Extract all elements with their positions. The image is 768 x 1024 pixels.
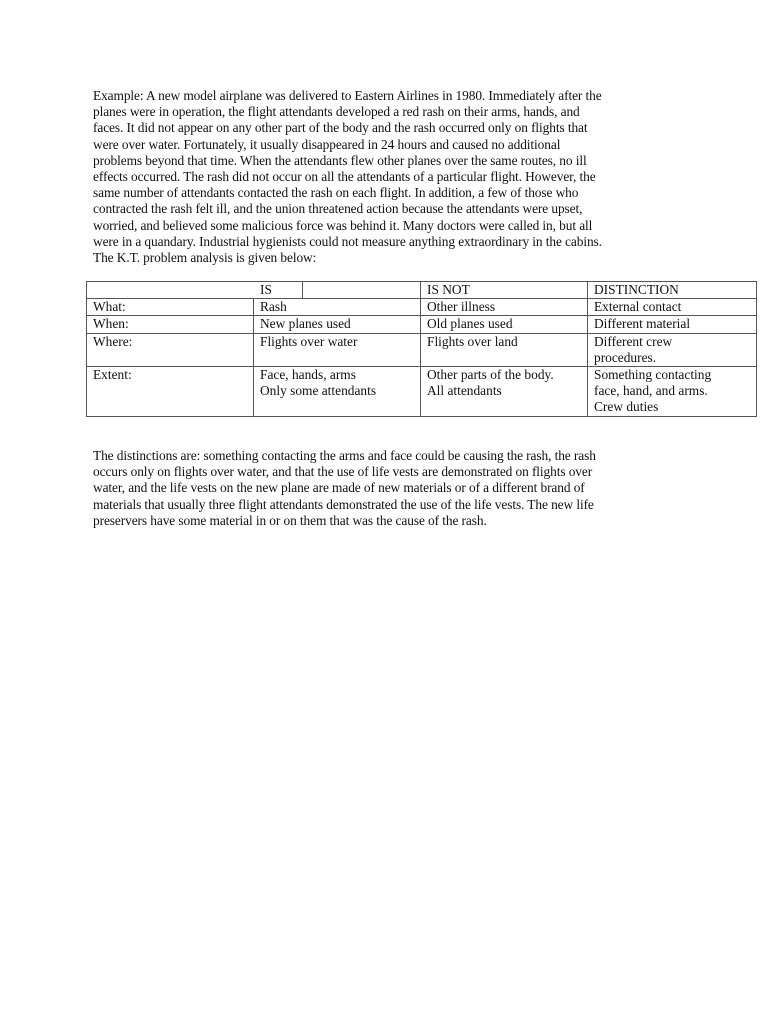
header-is-not-cell — [421, 282, 588, 299]
table-row — [87, 333, 757, 366]
table-row — [87, 316, 757, 333]
row-label: What: — [87, 299, 254, 316]
conclusion-line: occurs only on flights over water, and that the use of life vests are demonstrated on flights over — [93, 464, 593, 480]
conclusion-line: materials that usually three flight attendants demonstrated the use of the life vests. The new life — [93, 496, 594, 512]
is-cell: Rash — [254, 299, 421, 316]
row-label: When: — [87, 316, 254, 333]
intro-paragraph — [93, 88, 602, 266]
conclusion-line: The distinctions are: something contacting the arms and face could be causing the rash, the rash — [93, 448, 596, 463]
header-is: IS — [260, 282, 272, 297]
intro-line: planes were in operation, the flight attendants developed a red rash on their arms, hands, and — [93, 104, 580, 120]
table-header-row — [87, 282, 757, 299]
intro-line: effects occurred. The rash did not occur on all the attendants of a particular flight. However, the — [93, 169, 596, 185]
intro-line: Example: A new model airplane was delivered to Eastern Airlines in 1980. Immediately after the — [93, 88, 602, 103]
row-label: Extent: — [87, 367, 254, 417]
intro-line: were in a quandary. Industrial hygienists could not measure anything extraordinary in the cabins. — [93, 233, 602, 249]
table-row — [87, 367, 757, 417]
intro-line: faces. It did not appear on any other part of the body and the rash occurred only on flights that — [93, 120, 588, 136]
is-not-cell: Old planes used — [421, 316, 588, 333]
is-not-cell: Other parts of the body. All attendants — [421, 367, 588, 417]
intro-line: contracted the rash felt ill, and the union threatened action because the attendants were upset, — [93, 201, 583, 217]
is-cell: Face, hands, arms Only some attendants — [254, 367, 421, 417]
conclusion-line: preservers have some material in or on them that was the cause of the rash. — [93, 512, 487, 528]
header-is-cell — [87, 282, 421, 299]
distinction-cell: Something contacting face, hand, and arms. Crew duties — [588, 367, 757, 417]
intro-line: The K.T. problem analysis is given below: — [93, 250, 317, 266]
is-cell: New planes used — [254, 316, 421, 333]
conclusion-line: water, and the life vests on the new plane are made of new materials or of a different brand of — [93, 480, 585, 496]
table-row — [87, 299, 757, 316]
is-not-cell: Other illness — [421, 299, 588, 316]
is-not-cell: Flights over land — [421, 333, 588, 366]
row-label: Where: — [87, 333, 254, 366]
conclusion-paragraph — [93, 448, 596, 529]
distinction-cell: Different material — [588, 316, 757, 333]
header-distinction: DISTINCTION — [594, 282, 679, 297]
is-cell: Flights over water — [254, 333, 421, 366]
intro-line: were over water. Fortunately, it usually disappeared in 24 hours and caused no additional — [93, 136, 561, 152]
header-distinction-cell — [588, 282, 757, 299]
intro-line: worried, and believed some malicious force was behind it. Many doctors were called in, but all — [93, 217, 593, 233]
kt-analysis-table — [86, 281, 757, 417]
intro-line: problems beyond that time. When the attendants flew other planes over the same routes, no ill — [93, 152, 587, 168]
header-is-not: IS NOT — [427, 282, 470, 297]
distinction-cell: External contact — [588, 299, 757, 316]
intro-line: same number of attendants contacted the rash on each flight. In addition, a few of those who — [93, 185, 579, 201]
distinction-cell: Different crew procedures. — [588, 333, 757, 366]
